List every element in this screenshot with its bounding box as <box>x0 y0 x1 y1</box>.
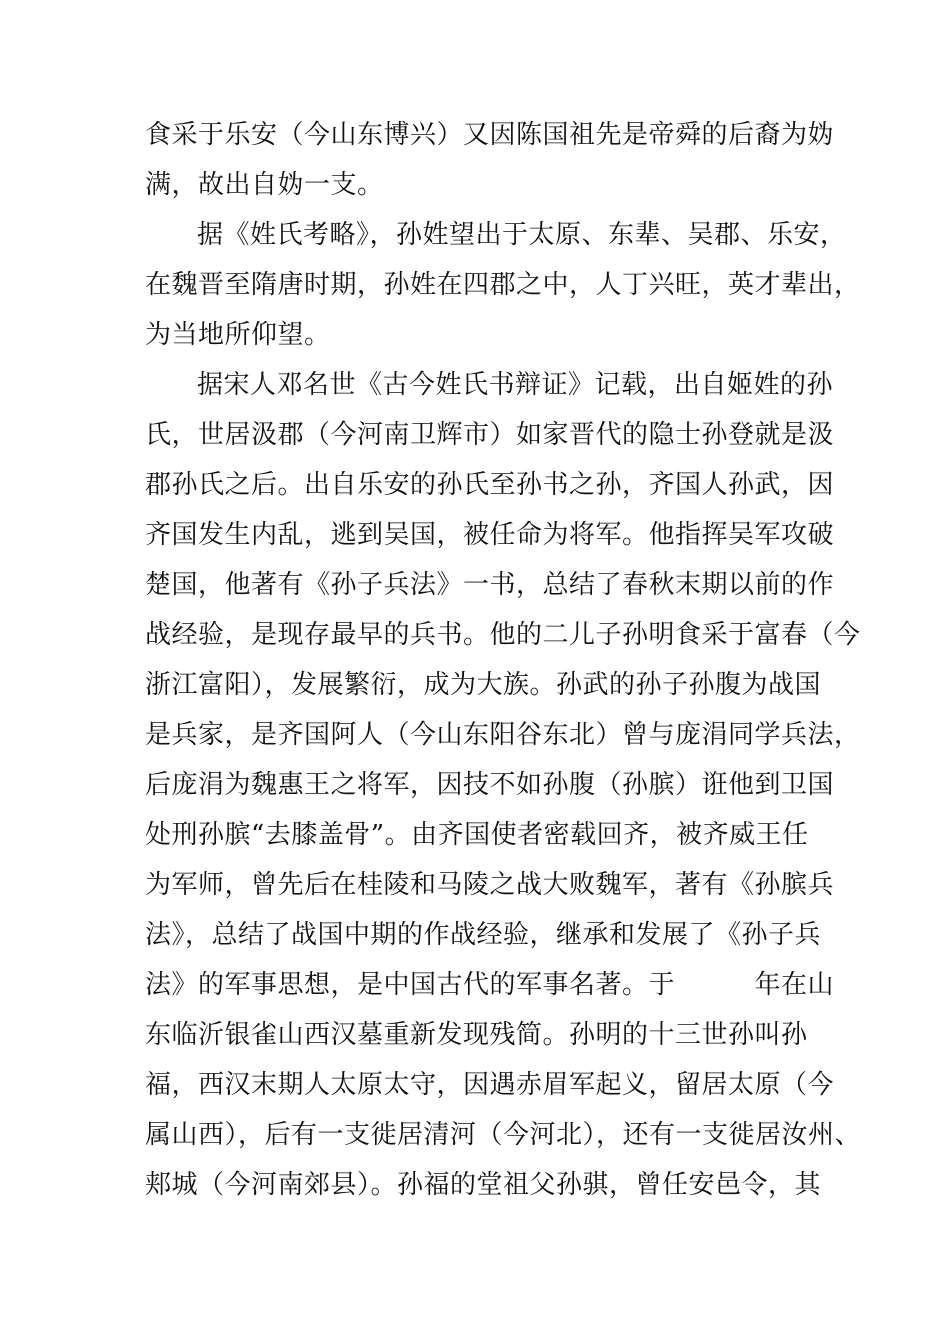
paragraph-start: 据《姓氏考略》，孙姓望出于太原、东辈、吴郡、乐安， <box>197 220 847 250</box>
text-line: 在魏晋至隋唐时期，孙姓在四郡之中，人丁兴旺，英才辈出， <box>145 270 861 300</box>
text-line: 法》的军事思想，是中国古代的军事名著。于 年在山 <box>145 970 835 1000</box>
text-line: 属山西），后有一支徙居清河（今河北），还有一支徙居汝州、 <box>145 1120 862 1150</box>
text-line: 后庞涓为魏惠王之将军，因技不如孙腹（孙膑）诳他到卫国 <box>145 770 835 800</box>
text-line: 食采于乐安（今山东博兴）又因陈国祖先是帝舜的后裔为妫 <box>145 120 835 150</box>
text-line: 东临沂银雀山西汉墓重新发现残简。孙明的十三世孙叫孙 <box>145 1020 808 1050</box>
text-line: 法》，总结了战国中期的作战经验，继承和发展了《孙子兵 <box>145 920 822 950</box>
text-line: 郡孙氏之后。出自乐安的孙氏至孙书之孙，齐国人孙武，因 <box>145 470 835 500</box>
text-line: 楚国，他著有《孙子兵法》一书，总结了春秋末期以前的作 <box>145 570 835 600</box>
text-line: 是兵家，是齐国阿人（今山东阳谷东北）曾与庞涓同学兵法， <box>145 720 861 750</box>
text-line: 氏，世居汲郡（今河南卫辉市）如家晋代的隐士孙登就是汲 <box>145 420 835 450</box>
text-line: 浙江富阳），发展繁衍，成为大族。孙武的孙子孙腹为战国 <box>145 670 822 700</box>
text-line: 齐国发生内乱，逃到吴国，被任命为将军。他指挥吴军攻破 <box>145 520 835 550</box>
text-line: 为当地所仰望。 <box>145 320 331 350</box>
text-line: 福，西汉末期人太原太守，因遇赤眉军起义，留居太原（今 <box>145 1070 835 1100</box>
text-line: 处刑孙膑“去膝盖骨”。由齐国使者密载回齐，被齐威王任 <box>145 820 809 850</box>
text-line: 战经验，是现存最早的兵书。他的二儿子孙明食采于富春（今 <box>145 620 861 650</box>
text-line: 郏城（今河南郊县）。孙福的堂祖父孙骐，曾任安邑令，其 <box>145 1170 822 1200</box>
text-line: 满，故出自妫一支。 <box>145 170 384 200</box>
text-line: 为军师，曾先后在桂陵和马陵之战大败魏军，著有《孙膑兵 <box>145 870 835 900</box>
paragraph-start: 据宋人邓名世《古今姓氏书辩证》记载，出自姬姓的孙 <box>197 370 834 400</box>
